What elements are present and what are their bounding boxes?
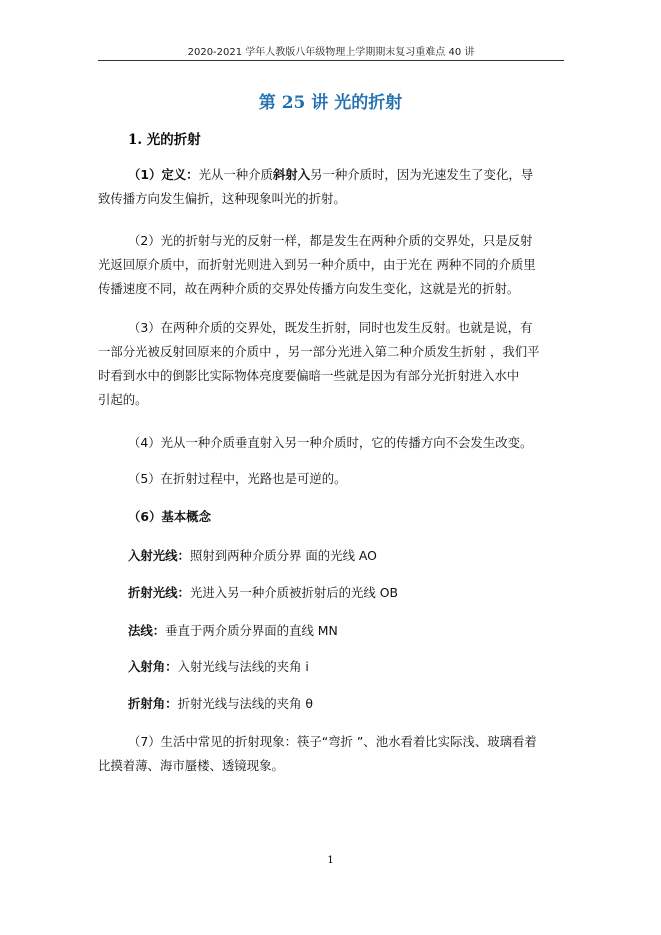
p2-line-2: 光返回原介质中，而折射光则进入到另一种介质中，由于光在 两种不同的介质里 [98,257,536,272]
p3-line-1: （3）在两种介质的交界处，既发生折射，同时也发生反射。也就是说，有 [128,320,533,335]
page-title: 第 25 讲 光的折射 [258,93,403,113]
definition-text-a: 光从一种介质 [198,167,273,182]
concept-refracted-ray [128,583,398,601]
concept-desc: 光进入另一种介质被折射后的光线 OB [189,585,399,600]
concept-term: 入射角： [128,659,178,674]
header-rule [98,60,564,61]
concept-incident-ray [128,546,377,564]
running-header: 2020-2021 学年人教版八年级物理上学期期末复习重难点 40 讲 [187,47,475,58]
concept-desc: 照射到两种介质分界 面的光线 AO [189,548,377,563]
concept-refraction-angle [128,694,313,712]
concept-incident-angle [128,657,309,675]
p7-line-2: 比摸着薄、海市蜃楼、透镜现象。 [98,758,284,773]
paragraph-5 [98,467,564,491]
concept-normal [128,621,338,639]
concept-term: 折射角： [128,696,178,711]
p2-line-3: 传播速度不同，故在两种介质的交界处传播方向发生变化，这就是光的折射。 [98,281,520,296]
concept-desc: 垂直于两介质分界面的直线 MN [165,623,338,638]
section-heading: 1. 光的折射 [128,132,201,148]
concept-desc: 入射光线与法线的夹角 i [177,659,309,674]
p3-line-4: 引起的。 [98,392,148,407]
paragraph-4 [98,431,564,455]
definition-line-2: 致传播方向发生偏折，这种现象叫光的折射。 [98,191,346,206]
p4-line-1: （4）光从一种介质垂直射入另一种介质时，它的传播方向不会发生改变。 [128,435,533,450]
paragraph-2 [98,229,564,301]
p3-line-2: 一部分光被反射回原来的介质中 ，另一部分光进入第二种介质发生折射 ，我们平 [98,344,540,359]
paragraph-6 [98,505,564,529]
concept-term: 入射光线： [128,548,190,563]
concept-term: 折射光线： [128,585,190,600]
p2-line-1: （2）光的折射与光的反射一样，都是发生在两种介质的交界处，只是反射 [128,233,533,248]
concept-term: 法线： [128,623,166,638]
p5-line-1: （5）在折射过程中，光路也是可逆的。 [128,471,347,486]
definition-text-b: 另一种介质时，因为光速发生了变化，导 [310,167,534,182]
paragraph-7 [98,730,564,778]
paragraph-definition [98,163,564,211]
p3-line-3: 时看到水中的倒影比实际物体亮度要偏暗一些就是因为有部分光折射进入水中 [98,368,520,383]
p7-line-1: （7）生活中常见的折射现象：筷子“弯折 ”、池水看着比实际浅、玻璃看着 [128,734,537,749]
page-number: 1 [327,855,334,866]
paragraph-3 [98,316,564,412]
definition-line-1 [98,163,564,187]
p6-heading: （6）基本概念 [128,509,211,524]
definition-bold-term: 斜射入 [272,167,311,182]
concept-desc: 折射光线与法线的夹角 θ [177,696,313,711]
definition-label: （1）定义： [128,167,199,182]
